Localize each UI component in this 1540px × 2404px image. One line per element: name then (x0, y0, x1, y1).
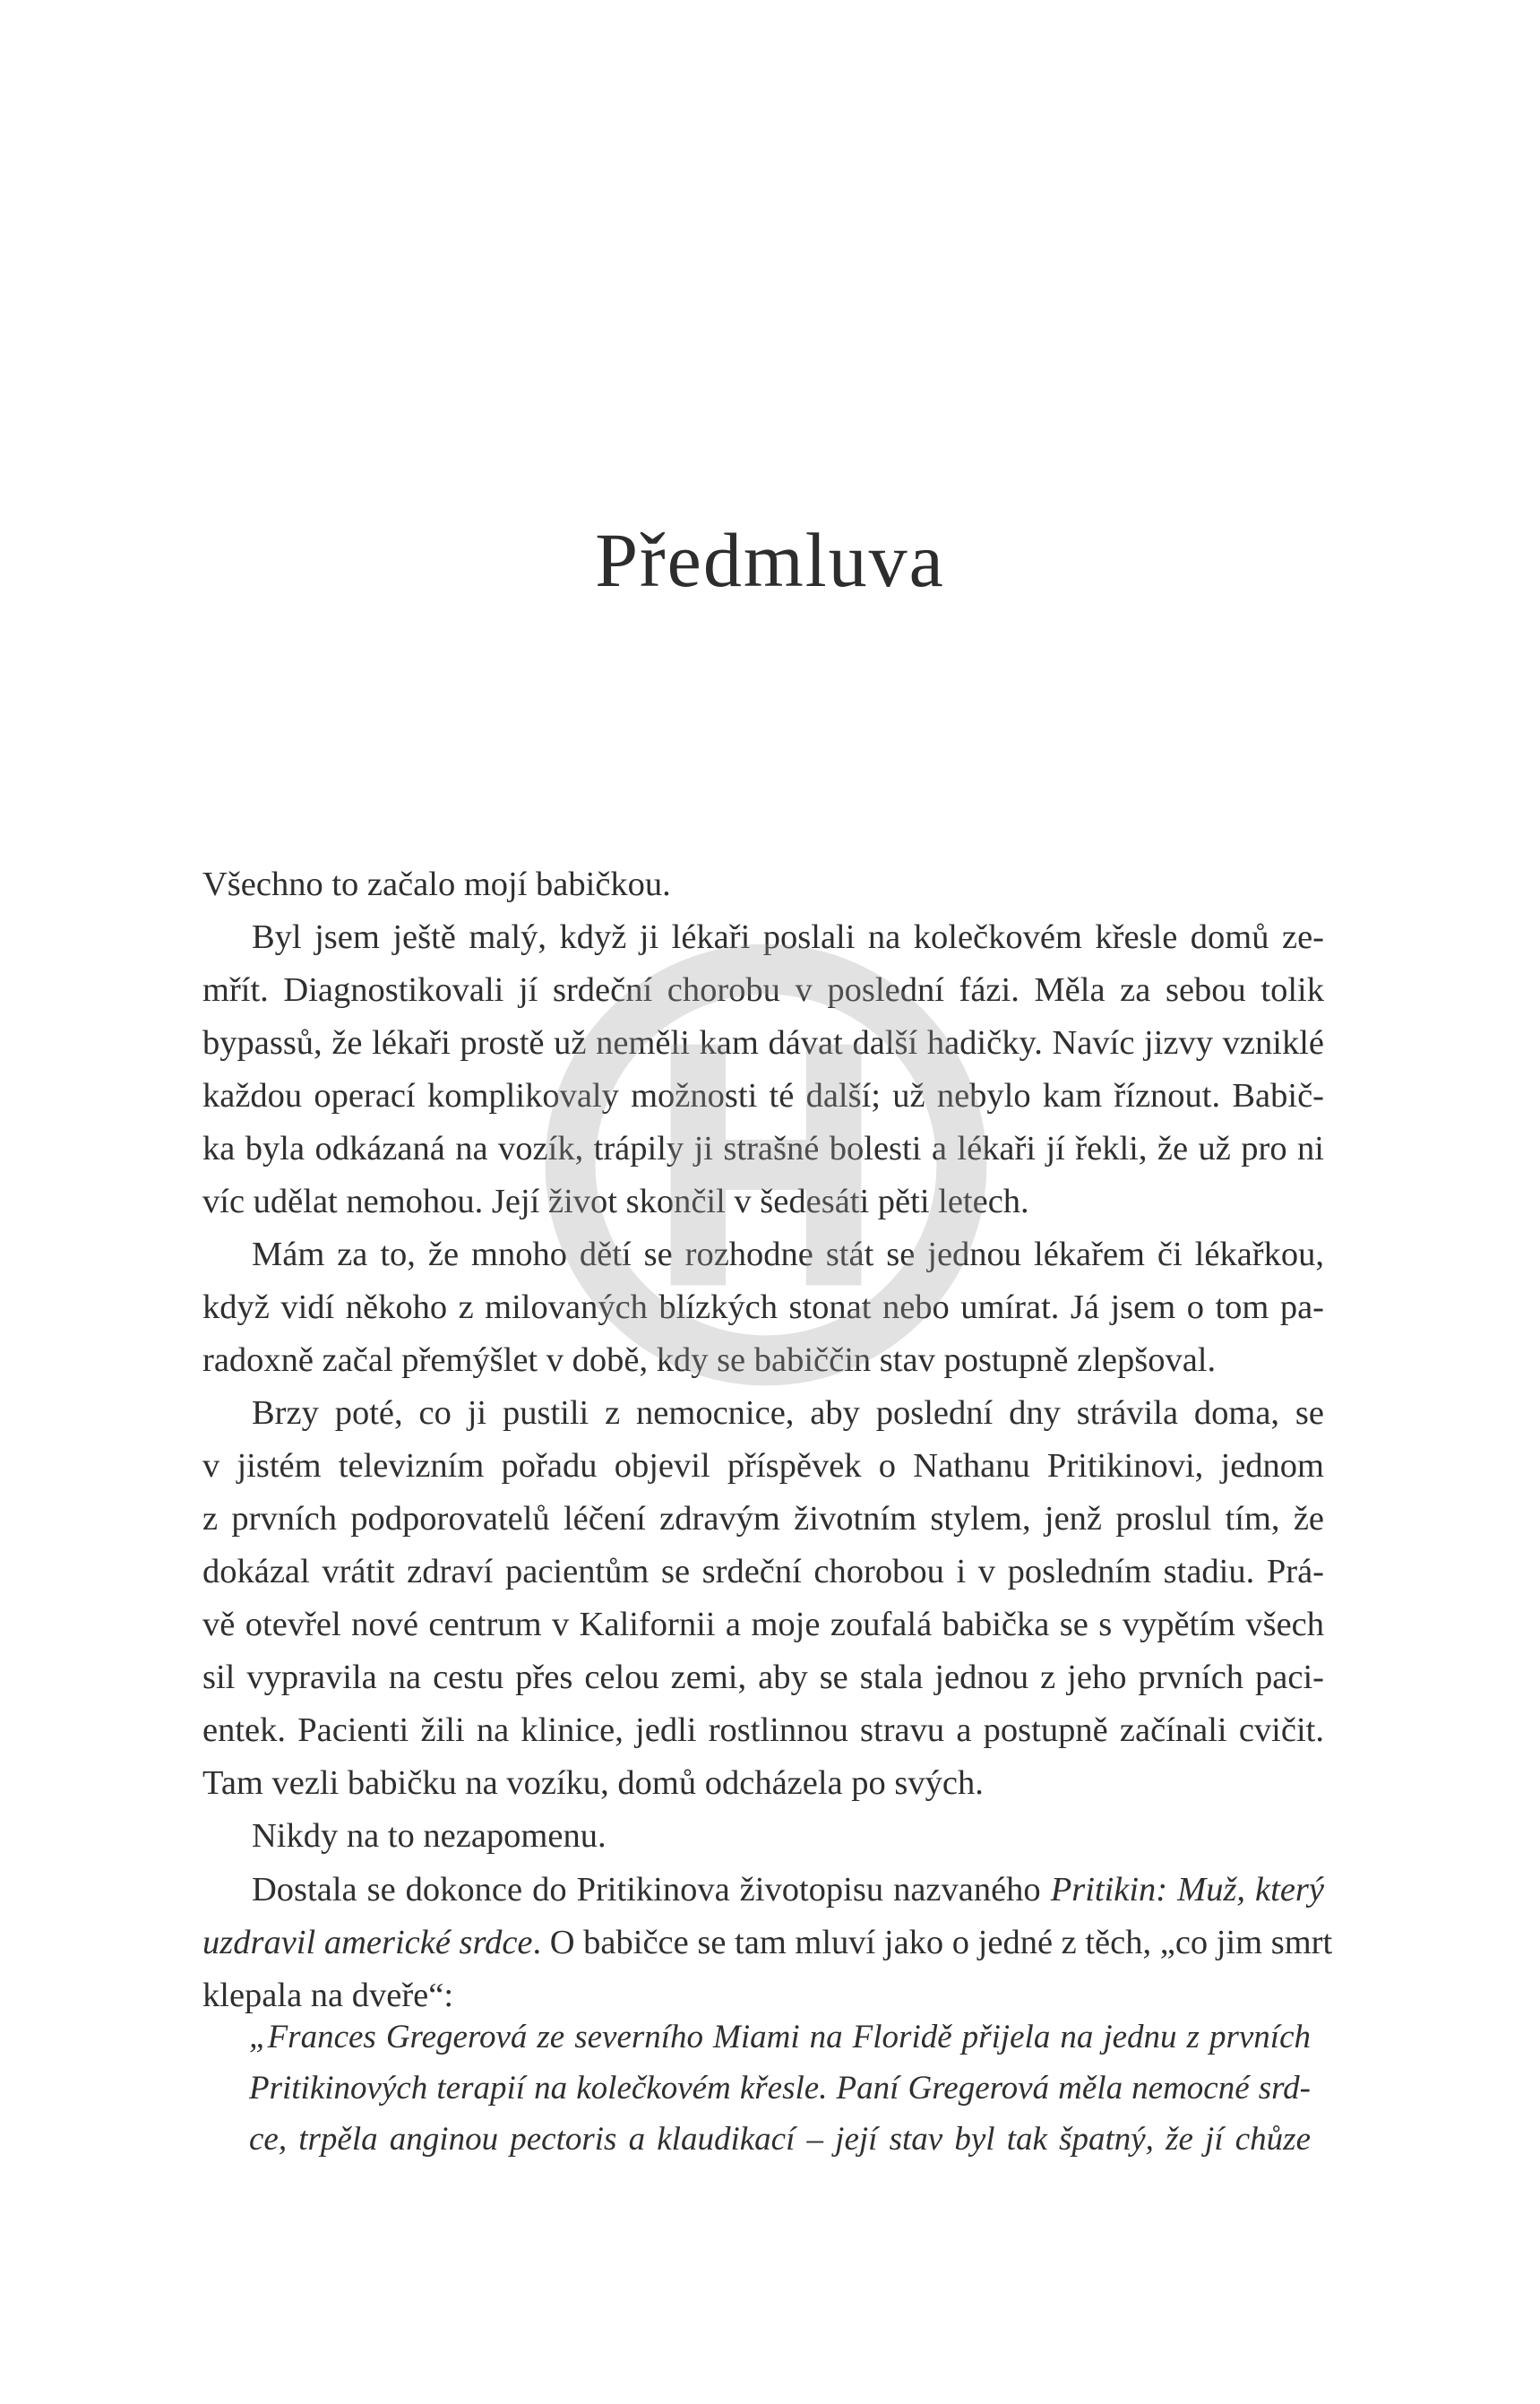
book-reference-line-1 (202, 1864, 1324, 1917)
body-line: z prvních podporovatelů léčení zdravým životním stylem, jenž proslul tím, že (202, 1500, 1324, 1538)
book-reference-text-2: . O babičce se tam mluví jako o jedné z těch, „co jim smrt (532, 1924, 1333, 1961)
body-line: Byl jsem ještě malý, když ji lékaři poslali na kolečkovém křesle domů ze- (252, 918, 1324, 956)
book-reference-line-3: klepala na dveře“: (202, 1977, 454, 2014)
body-line: Mám za to, že mnoho dětí se rozhodne stát se jednou lékařem či lékařkou, (252, 1236, 1324, 1273)
quote-line: „Frances Gregerová ze severního Miami na Floridě přijela na jednu z prvních (249, 2019, 1311, 2055)
body-line: dokázal vrátit zdraví pacientům se srdeční chorobou i v posledním stadiu. Prá- (202, 1553, 1324, 1590)
body-line: entek. Pacienti žili na klinice, jedli rostlinnou stravu a postupně začínali cvičit. (202, 1711, 1324, 1749)
book-reference-text-1: Dostala se dokonce do Pritikinova životopisu nazvaného (252, 1871, 1051, 1909)
body-line: víc udělat nemohou. Její život skončil v šedesáti pěti letech. (202, 1183, 1029, 1220)
body-line: Nikdy na to nezapomenu. (252, 1817, 607, 1855)
body-text (202, 858, 1324, 1863)
book-title-part-2: uzdravil americké srdce (202, 1924, 533, 1961)
body-line: vě otevřel nové centrum v Kalifornii a moje zoufalá babička se s vypětím všech (202, 1606, 1324, 1643)
body-line: Všechno to začalo mojí babičkou. (202, 866, 671, 903)
body-line: když vidí někoho z milovaných blízkých stonat nebo umírat. Já jsem o tom pa- (202, 1288, 1324, 1326)
body-line: sil vypravila na cestu přes celou zemi, aby se stala jednou z jeho prvních paci- (202, 1659, 1324, 1696)
body-line: bypassů, že lékaři prostě už neměli kam dávat další hadičky. Navíc jizvy vzniklé (202, 1024, 1324, 1062)
page-title: Předmluva (595, 517, 945, 603)
book-reference-paragraph (202, 1864, 1333, 2022)
body-line: mřít. Diagnostikovali jí srdeční chorobu v poslední fázi. Měla za sebou tolik (202, 971, 1324, 1009)
quote-line: Pritikinových terapií na kolečkovém křesle. Paní Gregerová měla nemocné srd- (249, 2070, 1311, 2107)
book-reference-line-2 (202, 1917, 1333, 1969)
body-line: Tam vezli babičku na vozíku, domů odcházela po svých. (202, 1764, 984, 1802)
body-line: ka byla odkázaná na vozík, trápily ji strašné bolesti a lékaři jí řekli, že už pro ni (202, 1130, 1324, 1168)
body-line: radoxně začal přemýšlet v době, kdy se babiččin stav postupně zlepšoval. (202, 1341, 1217, 1379)
book-title-part-1: Pritikin: Muž, který (1050, 1871, 1324, 1909)
body-line: Brzy poté, co ji pustili z nemocnice, aby poslední dny strávila doma, se (252, 1394, 1324, 1432)
quote-line: ce, trpěla anginou pectoris a klaudikací – její stav byl tak špatný, že jí chůze (249, 2121, 1311, 2158)
body-line: každou operací komplikovaly možnosti té další; už nebylo kam říznout. Babič- (202, 1077, 1324, 1115)
quoted-passage (249, 2012, 1311, 2165)
body-line: v jistém televizním pořadu objevil příspěvek o Nathanu Pritikinovi, jednom (202, 1447, 1324, 1485)
